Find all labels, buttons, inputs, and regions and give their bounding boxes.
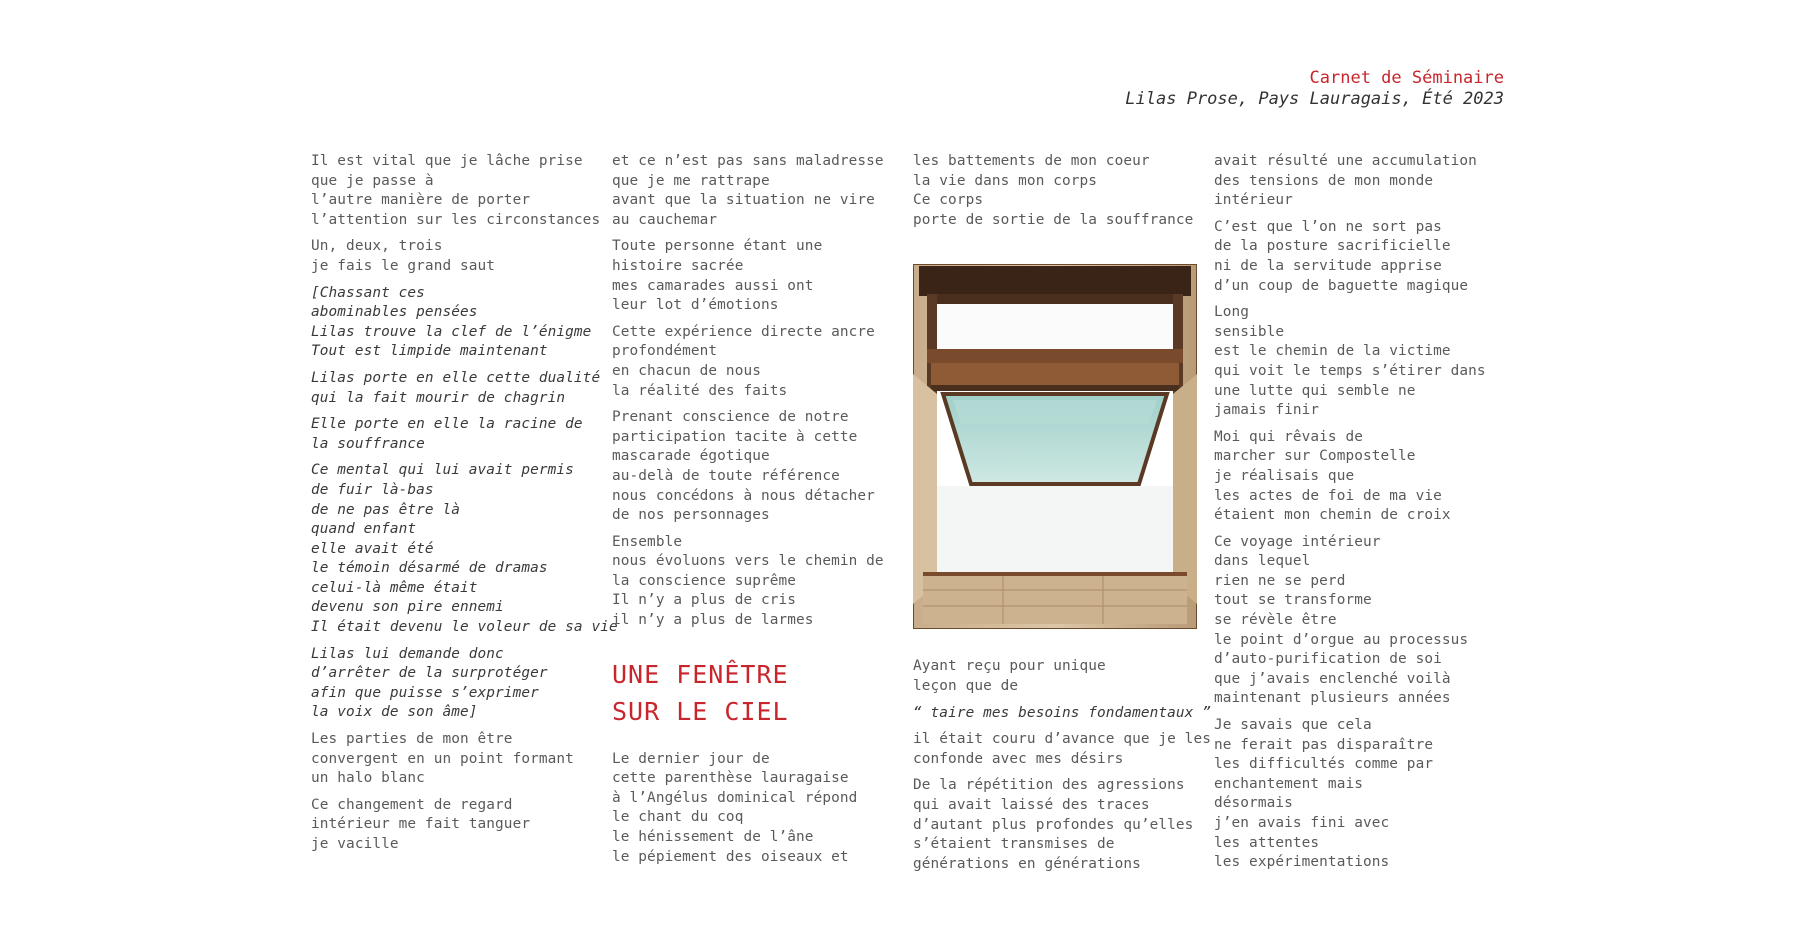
poem-line: Ensemble <box>612 533 683 550</box>
poem-line: que je me rattrape <box>612 172 770 189</box>
poem-line: d’un coup de baguette magique <box>1214 277 1469 294</box>
poem-line: j’en avais fini avec <box>1214 815 1390 831</box>
poem-line: Lilas trouve la clef de l’énigme <box>311 323 592 340</box>
poem-line: je vacille <box>311 836 399 852</box>
stanza <box>612 152 902 230</box>
poem-line: au-delà de toute référence <box>612 467 840 484</box>
poem-line: leçon que de <box>913 677 1019 694</box>
poem-line: Ayant reçu pour unique <box>913 658 1106 675</box>
poem-line: nous évoluons vers le chemin de <box>612 553 884 570</box>
poem-line: jamais finir <box>1214 402 1320 419</box>
poem-line: Lilas lui demande donc <box>311 645 504 662</box>
poem-line: de la posture sacrificielle <box>1214 238 1451 255</box>
poem-line: leur lot d’émotions <box>612 297 779 314</box>
poem-line: Le dernier jour de <box>612 750 770 767</box>
poem-line: d’auto-purification de soi <box>1214 651 1442 668</box>
poem-line: une lutte qui semble ne <box>1214 382 1416 399</box>
poem-line: porte de sortie de la souffrance <box>913 211 1194 228</box>
stanza <box>913 152 1203 230</box>
stanza <box>1214 218 1504 296</box>
poem-line: convergent en un point formant <box>311 750 574 767</box>
poem-line: la voix de son âme] <box>311 704 478 721</box>
poem-line: Ce mental qui lui avait permis <box>311 462 574 479</box>
poem-line: il était couru d’avance que je les <box>913 731 1211 748</box>
poem-line: Toute personne étant une <box>612 238 823 255</box>
poem-line: Je savais que cela <box>1214 717 1372 734</box>
stanza <box>1214 533 1504 709</box>
poem-line: de nos personnages <box>612 507 770 524</box>
poem-line: ni de la servitude apprise <box>1214 257 1442 274</box>
stanza <box>913 730 1211 769</box>
poem-line: tout se transforme <box>1214 592 1372 609</box>
stanza <box>612 533 902 631</box>
stanza <box>1214 716 1504 873</box>
poem-line: désormais <box>1214 795 1293 812</box>
poem-line: le pépiement des oiseaux et <box>612 848 849 865</box>
stanza <box>913 704 1211 724</box>
poem-line: à l’Angélus dominical répond <box>612 789 858 806</box>
poem-line: la vie dans mon corps <box>913 172 1098 189</box>
poem-line: rien ne se perd <box>1214 572 1346 589</box>
heading-line-2: SUR LE CIEL <box>612 696 789 726</box>
poem-line: afin que puisse s’exprimer <box>311 684 539 701</box>
poem-line: Elle porte en elle la racine de <box>311 416 583 433</box>
poem-line: “ taire mes besoins fondamentaux ” <box>913 704 1211 721</box>
text-column-3 <box>913 152 1211 881</box>
poem-line: enchantement mais <box>1214 775 1363 792</box>
text-column-2 <box>612 152 902 874</box>
poem-line: C’est que l’on ne sort pas <box>1214 218 1442 235</box>
page-header <box>1125 68 1504 110</box>
poem-line: Il n’y a plus de cris <box>612 592 797 609</box>
poem-line: mascarade égotique <box>612 448 770 465</box>
poem-line: Cette expérience directe ancre <box>612 323 875 340</box>
poem-line: Ce corps <box>913 192 984 209</box>
poem-line: les battements de mon coeur <box>913 153 1150 169</box>
poem-line: Lilas porte en elle cette dualité <box>311 369 601 386</box>
poem-line: Un, deux, trois <box>311 238 443 255</box>
poem-line: intérieur <box>1214 192 1293 209</box>
poem-line: Il est vital que je lâche prise <box>311 153 583 169</box>
skylight-photo <box>913 264 1197 629</box>
stanza <box>311 152 601 230</box>
column-3-stanzas-after <box>913 657 1211 874</box>
notebook-title: Carnet de Séminaire <box>1309 68 1504 88</box>
poem-line: de fuir là-bas <box>311 481 434 498</box>
section-heading <box>612 656 902 730</box>
poem-line: De la répétition des agressions <box>913 777 1185 794</box>
poem-line: quand enfant <box>311 521 417 538</box>
stanza <box>612 750 902 868</box>
poem-line: avait résulté une accumulation <box>1214 153 1477 169</box>
stanza <box>612 323 902 401</box>
poem-line: participation tacite à cette <box>612 428 858 445</box>
stanza <box>311 796 601 855</box>
text-column-4 <box>1214 152 1504 880</box>
poem-line: avant que la situation ne vire <box>612 192 875 209</box>
stanza <box>612 408 902 526</box>
poem-line: que je passe à <box>311 172 434 189</box>
stanza <box>311 730 601 789</box>
poem-line: sensible <box>1214 323 1285 340</box>
poem-line: la réalité des faits <box>612 382 788 399</box>
stanza <box>311 237 601 276</box>
poem-line: elle avait été <box>311 540 434 557</box>
poem-line: que j’avais enclenché voilà <box>1214 670 1451 687</box>
poem-line: Ce voyage intérieur <box>1214 533 1381 550</box>
poem-line: je fais le grand saut <box>311 257 496 274</box>
poem-line: devenu son pire ennemi <box>311 599 504 616</box>
stanza <box>311 284 601 362</box>
column-2-stanzas-after <box>612 750 902 868</box>
poem-line: générations en générations <box>913 855 1141 872</box>
poem-line: en chacun de nous <box>612 362 761 379</box>
poem-line: marcher sur Compostelle <box>1214 448 1416 465</box>
poem-line: la souffrance <box>311 435 425 452</box>
poem-line: qui avait laissé des traces <box>913 796 1150 813</box>
poem-line: le chant du coq <box>612 809 744 826</box>
poem-line: s’étaient transmises de <box>913 836 1115 853</box>
poem-line: maintenant plusieurs années <box>1214 690 1451 707</box>
poem-line: confonde avec mes désirs <box>913 750 1124 767</box>
poem-line: Long <box>1214 304 1250 321</box>
poem-line: Tout est limpide maintenant <box>311 343 548 360</box>
poem-line: au cauchemar <box>612 211 718 228</box>
poem-line: profondément <box>612 343 718 360</box>
poem-line: l’attention sur les circonstances <box>311 211 601 228</box>
poem-line: la conscience suprême <box>612 572 797 589</box>
poem-line: et ce n’est pas sans maladresse <box>612 153 884 169</box>
poem-line: ne ferait pas disparaître <box>1214 736 1434 753</box>
stanza <box>311 369 601 408</box>
stanza <box>913 776 1203 874</box>
stanza <box>913 657 1203 696</box>
poem-line: les actes de foi de ma vie <box>1214 487 1442 504</box>
poem-line: l’autre manière de porter <box>311 192 531 209</box>
poem-line: Il était devenu le voleur de sa vie <box>311 619 618 636</box>
column-2-stanzas-before <box>612 152 902 631</box>
poem-line: dans lequel <box>1214 553 1311 570</box>
poem-line: cette parenthèse lauragaise <box>612 770 849 787</box>
stanza <box>1214 152 1504 211</box>
poem-line: le témoin désarmé de dramas <box>311 560 548 577</box>
author-place-date: Lilas Prose, Pays Lauragais, Été 2023 <box>1125 89 1504 109</box>
poem-line: abominables pensées <box>311 304 478 321</box>
column-3-stanzas-before <box>913 152 1203 230</box>
poem-line: mes camarades aussi ont <box>612 277 814 294</box>
stanza <box>311 415 601 454</box>
poem-line: de ne pas être là <box>311 501 460 518</box>
poem-line: étaient mon chemin de croix <box>1214 507 1451 524</box>
heading-line-1: UNE FENÊTRE <box>612 659 789 689</box>
poem-line: celui-là même était <box>311 579 478 596</box>
poem-line: un halo blanc <box>311 770 425 787</box>
poem-line: se révèle être <box>1214 612 1337 629</box>
poem-line: les expérimentations <box>1214 854 1390 871</box>
poem-line: le point d’orgue au processus <box>1214 631 1469 648</box>
poem-line: il n’y a plus de larmes <box>612 612 814 629</box>
poem-line: les difficultés comme par <box>1214 756 1434 773</box>
poem-line: des tensions de mon monde <box>1214 172 1434 189</box>
poem-line: les attentes <box>1214 834 1320 851</box>
poem-line: est le chemin de la victime <box>1214 343 1451 360</box>
text-column-1 <box>311 152 618 862</box>
poem-line: [Chassant ces <box>311 284 425 301</box>
poem-line: Moi qui rêvais de <box>1214 428 1363 445</box>
poem-line: d’autant plus profondes qu’elles <box>913 816 1194 833</box>
poem-line: d’arrêter de la surprotéger <box>311 665 548 682</box>
stanza <box>1214 428 1504 526</box>
stanza <box>612 237 902 315</box>
stanza <box>1214 303 1504 421</box>
poem-line: je réalisais que <box>1214 467 1355 484</box>
stanza <box>311 645 601 723</box>
poem-line: intérieur me fait tanguer <box>311 816 531 833</box>
poem-line: histoire sacrée <box>612 257 744 274</box>
poem-line: qui la fait mourir de chagrin <box>311 389 566 406</box>
poem-line: Ce changement de regard <box>311 796 513 813</box>
poem-line: Les parties de mon être <box>311 731 513 748</box>
skylight-window-illustration <box>913 264 1197 629</box>
poem-line: le hénissement de l’âne <box>612 829 814 846</box>
poem-line: qui voit le temps s’étirer dans <box>1214 362 1486 379</box>
poem-line: nous concédons à nous détacher <box>612 487 875 504</box>
stanza <box>311 461 618 637</box>
poem-line: Prenant conscience de notre <box>612 409 849 426</box>
